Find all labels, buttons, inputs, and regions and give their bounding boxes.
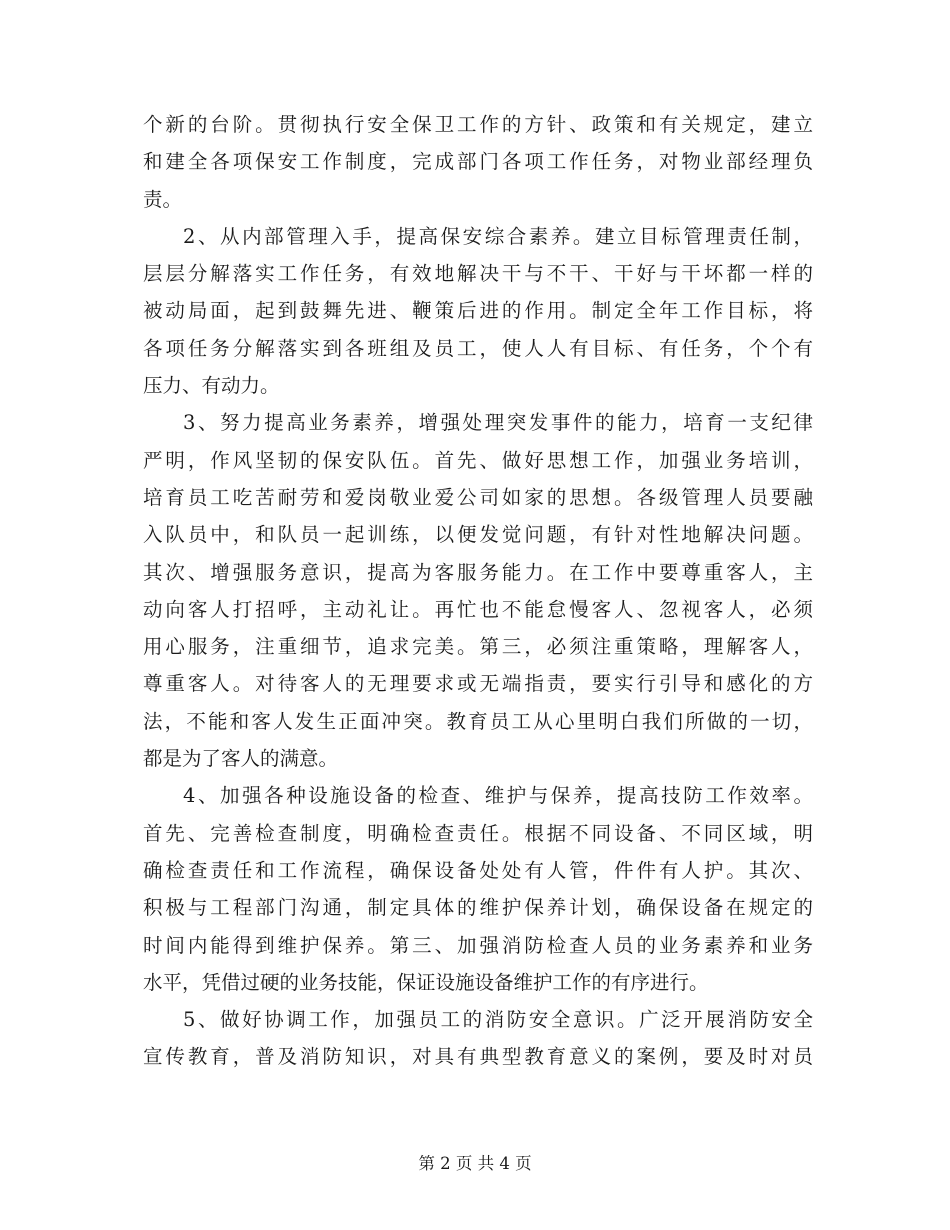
document-body <box>143 106 813 1076</box>
text-line: 各项任务分解落实到各班组及员工，使人人有目标、有任务，个个有 <box>143 336 813 360</box>
page-footer: 第 2 页 共 4 页 <box>418 1154 532 1173</box>
text-line: 动向客人打招呼，主动礼让。再忙也不能怠慢客人、忽视客人，必须 <box>143 597 813 621</box>
text-line: 法，不能和客人发生正面冲突。教育员工从心里明白我们所做的一切， <box>143 709 813 733</box>
text-line: 时间内能得到维护保养。第三、加强消防检查人员的业务素养和业务 <box>143 933 813 957</box>
text-line: 确检查责任和工作流程，确保设备处处有人管，件件有人护。其次、 <box>143 858 813 882</box>
text-line: 入队员中，和队员一起训练，以便发觉问题，有针对性地解决问题。 <box>143 523 813 547</box>
text-line: 责。 <box>143 187 183 211</box>
text-line: 都是为了客人的满意。 <box>143 747 339 771</box>
text-line: 积极与工程部门沟通，制定具体的维护保养计划，确保设备在规定的 <box>143 896 813 920</box>
text-line: 首先、完善检查制度，明确检查责任。根据不同设备、不同区域，明 <box>143 821 813 845</box>
text-line: 水平，凭借过硬的业务技能，保证设施设备维护工作的有序进行。 <box>143 970 709 994</box>
text-line: 4、加强各种设施设备的检查、维护与保养，提高技防工作效率。 <box>183 784 813 808</box>
text-line: 严明，作风坚韧的保安队伍。首先、做好思想工作，加强业务培训， <box>143 448 813 472</box>
text-line: 其次、增强服务意识，提高为客服务能力。在工作中要尊重客人，主 <box>143 560 813 584</box>
text-line: 个新的台阶。贯彻执行安全保卫工作的方针、政策和有关规定，建立 <box>143 113 813 136</box>
text-line: 5、做好协调工作，加强员工的消防安全意识。广泛开展消防安全 <box>183 1008 813 1032</box>
text-line: 尊重客人。对待客人的无理要求或无端指责，要实行引导和感化的方 <box>143 672 813 696</box>
text-line: 2、从内部管理入手，提高保安综合素养。建立目标管理责任制， <box>183 224 813 248</box>
text-line: 用心服务，注重细节，追求完美。第三，必须注重策略，理解客人， <box>143 635 813 659</box>
text-line: 培育员工吃苦耐劳和爱岗敬业爱公司如家的思想。各级管理人员要融 <box>143 485 813 509</box>
text-line: 和建全各项保安工作制度，完成部门各项工作任务，对物业部经理负 <box>143 150 813 174</box>
text-line: 层层分解落实工作任务，有效地解决干与不干、干好与干坏都一样的 <box>143 262 813 286</box>
text-line: 被动局面，起到鼓舞先进、鞭策后进的作用。制定全年工作目标，将 <box>143 299 813 323</box>
text-line: 3、努力提高业务素养，增强处理突发事件的能力，培育一支纪律 <box>183 411 813 435</box>
text-line: 压力、有动力。 <box>143 374 280 398</box>
text-line: 宣传教育，普及消防知识，对具有典型教育意义的案例，要及时对员 <box>143 1045 813 1069</box>
